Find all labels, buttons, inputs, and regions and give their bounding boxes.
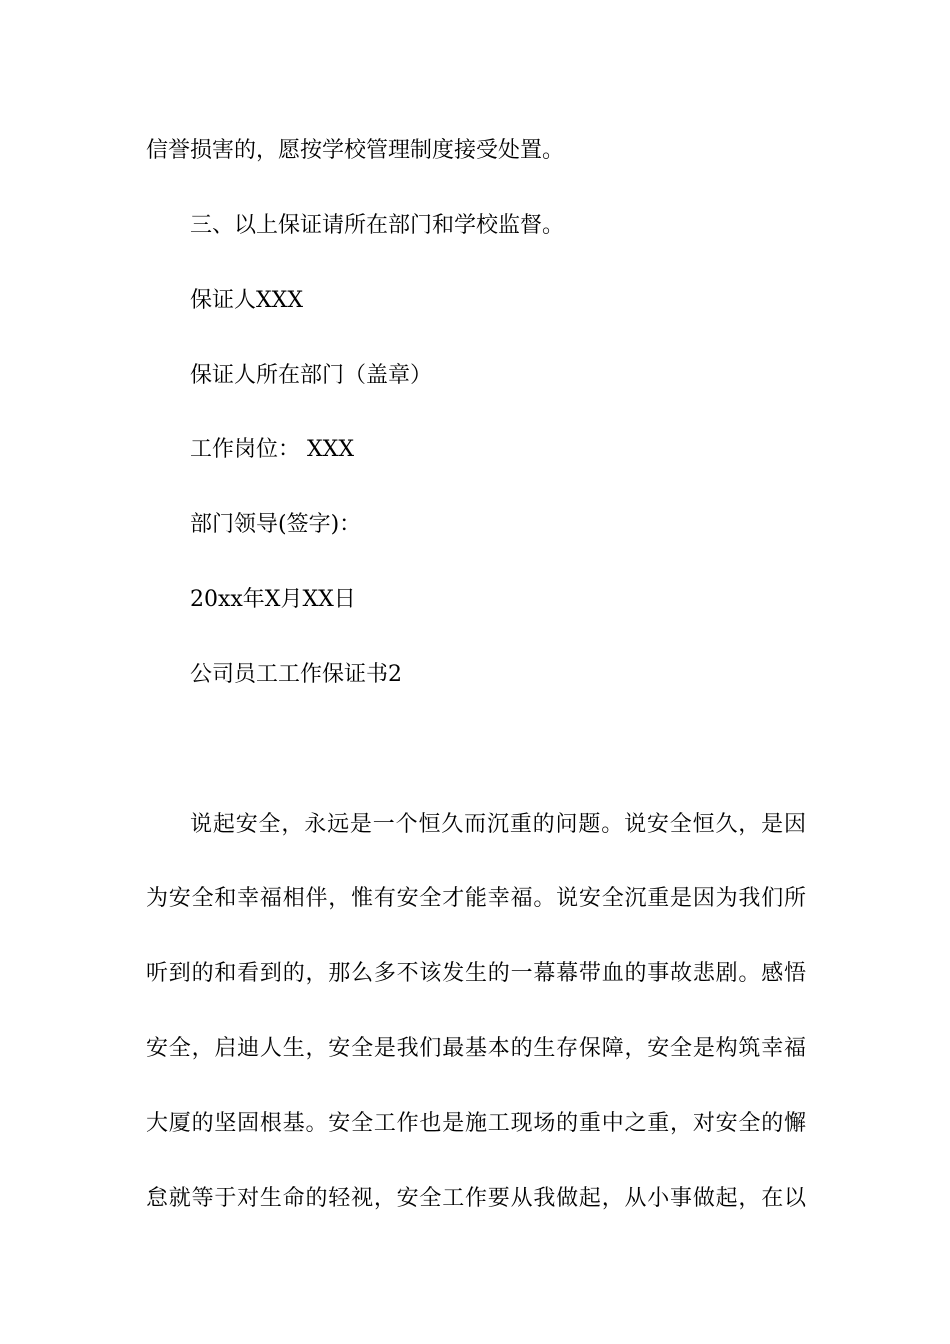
text-line: 保证人所在部门（盖章） [190, 363, 433, 388]
section-title: 公司员工工作保证书2 [190, 662, 402, 687]
paragraph-line: 安全，启迪人生，安全是我们最基本的生存保障，安全是构筑幸福 [146, 1036, 806, 1061]
text-line: 部门领导(签字)： [190, 512, 362, 537]
text-line: 保证人XXX [190, 288, 303, 313]
paragraph-line: 为安全和幸福相伴，惟有安全才能幸福。说安全沉重是因为我们所 [146, 886, 806, 911]
paragraph-line: 怠就等于对生命的轻视，安全工作要从我做起，从小事做起，在以 [146, 1186, 806, 1211]
paragraph-line: 说起安全，永远是一个恒久而沉重的问题。说安全恒久，是因 [190, 812, 806, 837]
paragraph-line: 大厦的坚固根基。安全工作也是施工现场的重中之重，对安全的懈 [146, 1111, 806, 1136]
paragraph-line: 听到的和看到的，那么多不该发生的一幕幕带血的事故悲剧。感悟 [146, 961, 806, 986]
text-line: 工作岗位： XXX [190, 437, 354, 462]
text-line: 三、以上保证请所在部门和学校监督。 [190, 213, 565, 238]
text-line: 20xx年X月XX日 [190, 587, 356, 612]
text-line: 信誉损害的，愿按学校管理制度接受处置。 [146, 138, 565, 163]
